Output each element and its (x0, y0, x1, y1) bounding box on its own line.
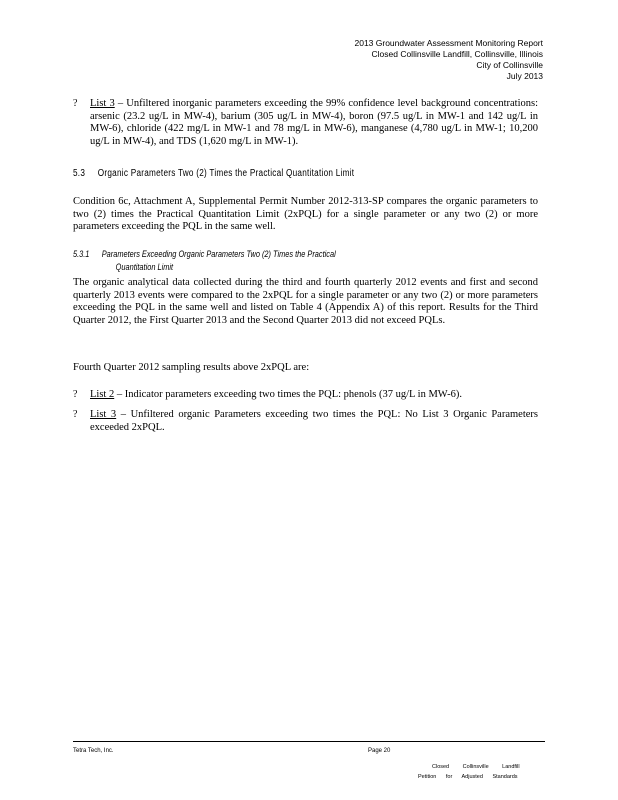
header-client: City of Collinsville (476, 60, 543, 70)
subsection-number: 5.3.1 (73, 249, 90, 259)
subsection-title-line1: Parameters Exceeding Organic Parameters Two (2) Times the Practical (101, 249, 336, 259)
footer-site-name: Closed Collinsville Landfill (432, 764, 520, 770)
bullet-marker: ? (73, 409, 78, 420)
subsection-heading (73, 248, 336, 274)
bullet-text: – Indicator parameters exceeding two times the PQL: phenols (37 ug/L in MW-6). (114, 389, 462, 400)
bullet-label: List 3 (90, 409, 117, 420)
header-report-title: 2013 Groundwater Assessment Monitoring Report (354, 38, 543, 48)
subsection-title-line2: Quantitation Limit (115, 262, 174, 272)
header-site: Closed Collinsville Landfill, Collinsville, Illinois (371, 49, 543, 59)
subsection-paragraph: The organic analytical data collected during the third and fourth quarterly 2012 events and first and second quarterly 2013 events were compared to the 2xPQL for a single parameter or any two (2) or more parameters exceeding the PQL in the same well and listed on Table 4 (Appendix A) of this report. Results for the Third Quarter 2012, the First Quarter 2013 and the Second Quarter 2013 did not exceed PQLs. (73, 277, 538, 326)
bullet-marker: ? (73, 389, 78, 400)
footer-company: Tetra Tech, Inc. (73, 748, 114, 754)
bullet-label: List 3 (90, 98, 115, 109)
bullet-list2-indicator (73, 389, 538, 402)
section-heading (73, 168, 454, 179)
bullet-list3-organic (73, 409, 538, 434)
footer-petition: Petition for Adjusted Standards (418, 774, 518, 780)
page-header (354, 38, 543, 82)
bullet-marker: ? (73, 98, 78, 109)
bullet-text: – Unfiltered inorganic parameters exceeding the 99% confidence level background concentrations: arsenic (23.2 ug/L in MW-4), barium (305 ug/L in MW-4), boron (97.5 ug/L in MW-1 and 142 ug/L in MW-6), chloride (422 mg/L in MW-1 and 78 mg/L in MW-6), manganese (4,780 ug/L in MW-1; 10,200 ug/L in MW-4), and TDS (1,620 mg/L in MW-1). (90, 98, 538, 147)
header-date: July 2013 (506, 71, 543, 81)
bullet-label: List 2 (90, 389, 115, 400)
results-intro: Fourth Quarter 2012 sampling results above 2xPQL are: (73, 362, 310, 373)
section-number: 5.3 (73, 168, 86, 179)
bullet-list3-inorganic (73, 98, 538, 148)
footer-divider (73, 741, 545, 742)
section-paragraph: Condition 6c, Attachment A, Supplemental Permit Number 2012-313-SP compares the organic parameters to two (2) times the Practical Quantitation Limit (2xPQL) for a single parameter or any two (2) or more parameters exceeding the PQL in the same well. (73, 196, 538, 232)
footer-page-number: Page 20 (368, 748, 391, 754)
bullet-text: – Unfiltered organic Parameters exceeding two times the PQL: No List 3 Organic Parameters exceeded 2xPQL. (90, 409, 538, 433)
section-title: Organic Parameters Two (2) Times the Practical Quantitation Limit (97, 168, 355, 179)
